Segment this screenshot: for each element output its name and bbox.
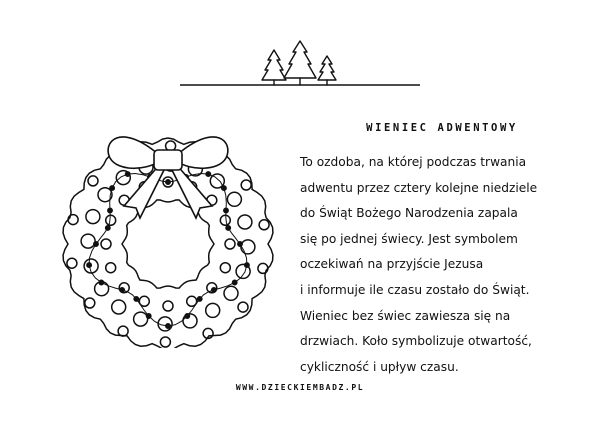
footer-website-url: WWW.DZIECKIEMBADZ.PL [235,383,365,392]
advent-wreath-icon [50,112,286,348]
paragraph-line: cykliczność i upływ czasu. [300,359,459,374]
paragraph-line: To ozdoba, na której podczas trwania [300,155,527,169]
pine-trees-icon [180,38,420,88]
paragraph-line: oczekiwań na przyjście Jezusa [300,257,484,272]
paragraph-line: drzwiach. Koło symbolizuje otwartość, [300,334,532,349]
paragraph-line: Wieniec bez świec zawiesza się na [300,308,511,323]
paragraph-line: się po jednej świecy. Jest symbolem [300,231,518,246]
paragraph-line: adwentu przez cztery kolejne niedziele [300,180,538,195]
paragraph-line: do Świąt Bożego Narodzenia zapala [300,206,518,221]
paragraph-line: i informuje ile czasu zostało do Świąt. [300,282,530,297]
page-title: WIENIEC ADWENTOWY [366,122,518,134]
description-paragraph [300,150,574,380]
